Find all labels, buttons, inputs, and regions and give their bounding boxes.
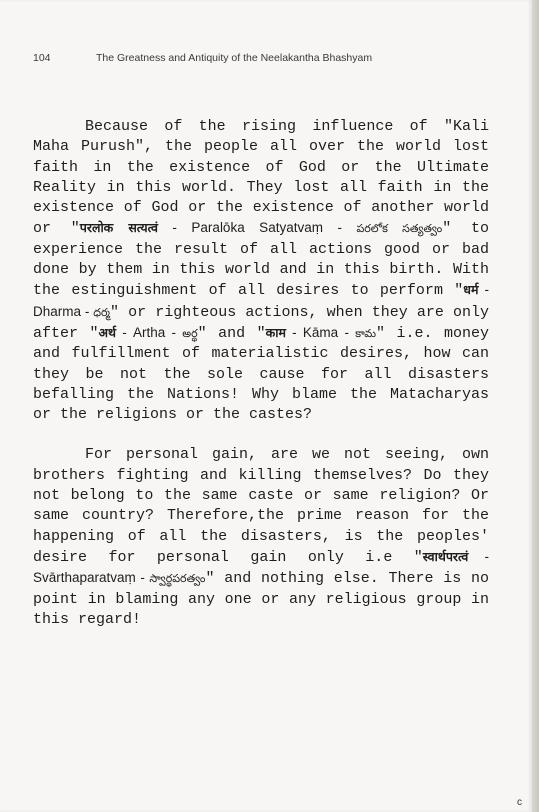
text-segment: " or righteous actions, when they are only after " xyxy=(33,303,490,342)
transliteration: Kāma xyxy=(302,324,339,340)
sanskrit-term: परलोक सत्यत्वं xyxy=(79,220,158,236)
text-segment: For personal gain, are we not seeing, own brothers fighting and killing themselves? Do they not belong to the same caste or same religion? Or same country? Therefore,the prime reason for the happening of all the disasters, is the peoples' desire for personal gain only i.e " xyxy=(33,446,489,566)
separator: - xyxy=(285,324,303,340)
running-title: The Greatness and Antiquity of the Neelakantha Bhashyam xyxy=(96,52,373,64)
sanskrit-term: धर्म xyxy=(463,282,479,298)
transliteration: Dharma xyxy=(33,303,82,319)
page-body xyxy=(33,117,489,630)
sanskrit-term: अर्थ xyxy=(98,324,117,340)
sanskrit-term: काम xyxy=(265,324,286,340)
separator: - xyxy=(478,282,489,298)
text-segment: Because of the rising influence of "Kali Maha Purush", the people all over the world lost faith in the existence of God or the Ultimate Reality in this world. They lost all faith in the existence of God or the existence of another world or " xyxy=(33,118,489,238)
separator: - xyxy=(81,303,94,319)
transliteration: Svārthaparatvaṃ xyxy=(33,570,136,586)
paragraph-1 xyxy=(33,117,489,425)
text-segment: " and nothing else. There is no point in blaming any one or any religious group in this regard! xyxy=(33,570,490,628)
separator: - xyxy=(165,324,183,340)
telugu-term: ధర్మ xyxy=(93,305,111,319)
transliteration: Artha xyxy=(133,324,166,340)
sanskrit-term: स्वार्थपरत्वं xyxy=(422,548,469,564)
separator: - xyxy=(157,220,192,236)
separator: - xyxy=(338,324,356,340)
telugu-term: పరలోక సత్యత్వం xyxy=(356,222,443,236)
text-segment: " to experience the result of all actions good or bad done by them in this world and in this birth. With the estinguishment of all desires to perform " xyxy=(33,220,490,300)
page-edge xyxy=(532,0,539,812)
separator: - xyxy=(116,324,134,340)
separator: - xyxy=(468,548,489,564)
telugu-term: అర్థ xyxy=(182,326,198,340)
separator: - xyxy=(135,570,150,586)
separator: - xyxy=(322,220,357,236)
telugu-term: స్వార్థపరత్వం xyxy=(149,572,206,586)
text-segment: " i.e. money and fulfillment of materialistic desires, how can they be not the sole cause for all disasters befalling the Nations! Why blame the Matacharyas or the religions or the castes? xyxy=(33,324,490,424)
page-number: 104 xyxy=(33,52,51,64)
transliteration: Paralōka Satyatvaṃ xyxy=(191,220,323,236)
text-segment: " and " xyxy=(197,324,266,342)
corner-mark: c xyxy=(517,797,522,808)
paragraph-2 xyxy=(33,445,489,630)
telugu-term: కామ xyxy=(355,326,377,340)
